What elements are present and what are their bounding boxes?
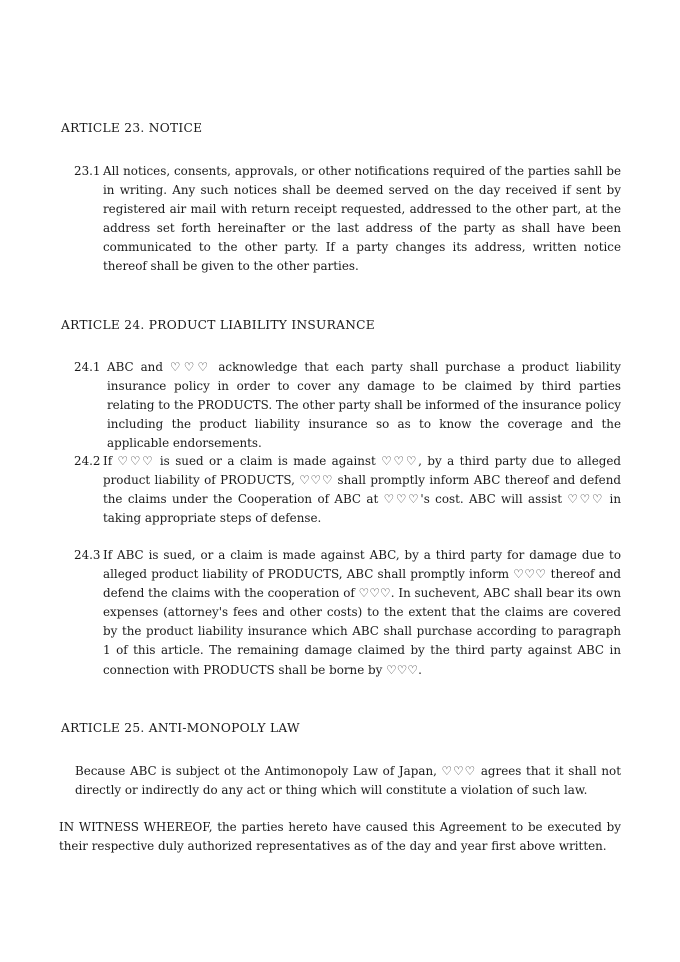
article-23-heading: ARTICLE 23. NOTICE <box>61 121 203 135</box>
article-25-heading: ARTICLE 25. ANTI-MONOPOLY LAW <box>61 721 300 735</box>
paragraph-number: 23.1 <box>74 164 101 178</box>
paragraph-number: 24.2 <box>74 454 101 468</box>
paragraph-text: All notices, consents, approvals, or other notifications required of the parties sahll be in writing. Any such notices shall be deemed served on the day received if sent by registered air mail with return receipt requested, addressed to the other part, at the address set forth hereinafter or the last address of the party as shall have been communicated to the other party. If a party changes its address, written notice thereof shall be given to the other parties. <box>103 164 621 274</box>
paragraph-number: 24.3 <box>74 548 101 562</box>
article-23-paragraph-1 <box>74 162 621 277</box>
paragraph-number: 24.1 <box>74 360 101 374</box>
article-24-paragraph-3 <box>74 546 621 680</box>
article-25-paragraph: Because ABC is subject ot the Antimonopoly Law of Japan, ♡♡♡ agrees that it shall not directly or indirectly do any act or thing which will constitute a violation of such law. <box>75 764 621 797</box>
article-24-paragraph-1 <box>74 358 621 453</box>
paragraph-text: If ABC is sued, or a claim is made against ABC, by a third party for damage due to alleged product liability of PRODUCTS, ABC shall promptly inform ♡♡♡ thereof and defend the claims with the cooperation of ♡♡♡. In suchevent, ABC shall bear its own expenses (attorney's fees and other costs) to the extent that the claims are covered by the product liability insurance which ABC shall purchase according to paragraph 1 of this article. The remaining damage claimed by the third party against ABC in connection with PRODUCTS shall be borne by ♡♡♡. <box>103 548 621 677</box>
paragraph-text: If ♡♡♡ is sued or a claim is made against ♡♡♡, by a third party due to alleged product liability of PRODUCTS, ♡♡♡ shall promptly inform ABC thereof and defend the claims under the Cooperation of ABC at ♡♡♡'s cost. ABC will assist ♡♡♡ in taking appropriate steps of defense. <box>103 454 621 526</box>
article-24-heading: ARTICLE 24. PRODUCT LIABILITY INSURANCE <box>61 318 375 332</box>
paragraph-text: ABC and ♡♡♡ acknowledge that each party shall purchase a product liability insurance policy in order to cover any damage to be claimed by third parties relating to the PRODUCTS. The other party shall be informed of the insurance policy including the product liability insurance so as to know the coverage and the applicable endorsements. <box>107 360 621 451</box>
article-24-paragraph-2 <box>74 452 621 528</box>
witness-clause: IN WITNESS WHEREOF, the parties hereto have caused this Agreement to be executed by their respective duly authorized representatives as of the day and year first above written. <box>59 820 621 853</box>
